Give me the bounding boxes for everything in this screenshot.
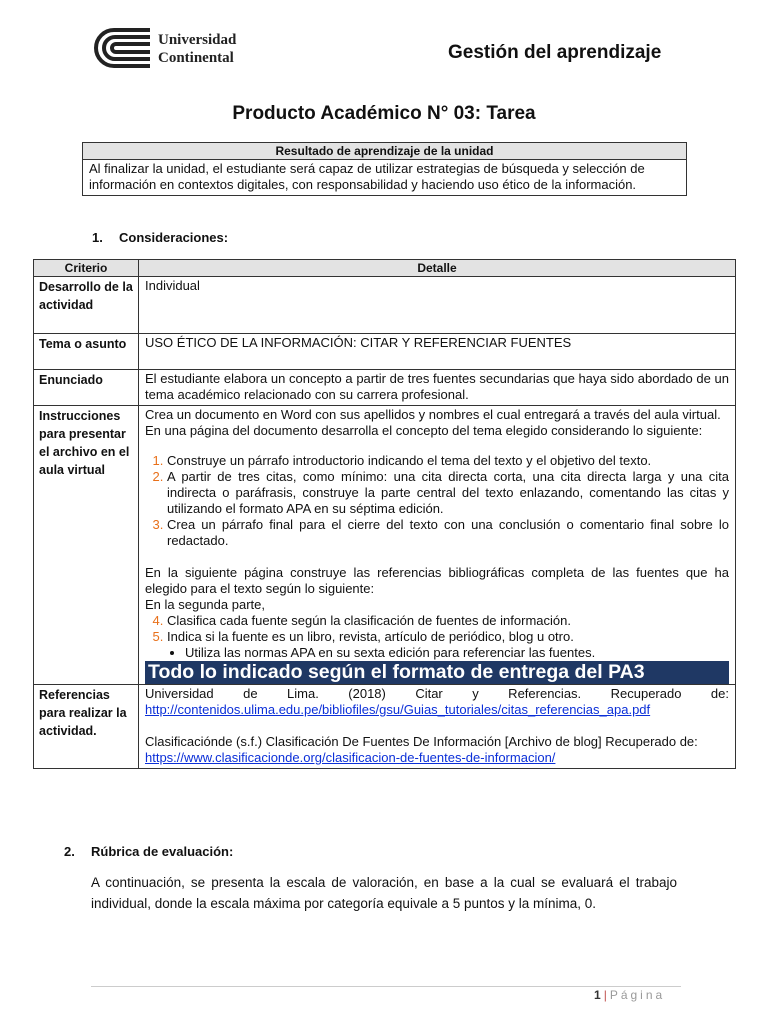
table-row — [34, 334, 736, 370]
instrucciones-p3: En la siguiente página construye las referencias bibliográficas completa de las fuentes que ha elegido para el texto según lo siguiente: — [145, 565, 729, 596]
section-2-heading — [64, 844, 233, 859]
learning-result-table — [82, 142, 687, 196]
detalle-referencias — [139, 685, 736, 769]
instrucciones-p2: En una página del documento desarrolla el concepto del tema elegido considerando lo siguiente: — [145, 423, 703, 438]
considerations-table — [33, 259, 736, 769]
instrucciones-p4: En la segunda parte, — [145, 597, 265, 612]
instructions-list — [145, 453, 729, 549]
table-row — [34, 406, 736, 685]
reference-1-link[interactable]: http://contenidos.ulima.edu.pe/bibliofiles/gsu/Guias_tutoriales/citas_referencias_apa.pdf — [145, 702, 651, 717]
instructions-list-2 — [145, 613, 729, 645]
logo-line2: Continental — [158, 50, 234, 66]
criterio-tema: Tema o asunto — [34, 334, 139, 370]
header-title: Gestión del aprendizaje — [448, 42, 662, 63]
page-number: 1 — [594, 988, 601, 1002]
detalle-tema: USO ÉTICO DE LA INFORMACIÓN: CITAR Y REFERENCIAR FUENTES — [139, 334, 736, 370]
reference-2-text: Clasificaciónde (s.f.) Clasificación De Fuentes De Información [Archivo de blog] Recuperado de: — [145, 734, 698, 749]
detalle-instrucciones — [139, 406, 736, 685]
column-header-criterio: Criterio — [34, 260, 139, 277]
section-1-number: 1. — [92, 230, 103, 245]
list-item: 2. A partir de tres citas, como mínimo: una cita directa corta, una cita directa larga y una cita indirecta o paráfrasis, construye la parte central del texto enlazando, comentando las citas y utilizando el formato APA en su séptima edición. — [167, 469, 729, 517]
section-1-heading — [92, 230, 228, 245]
detalle-enunciado: El estudiante elabora un concepto a partir de tres fuentes secundarias que haya sido abordado de un tema académico relacionado con su carrera profesional. — [139, 370, 736, 406]
reference-1-text: Universidad de Lima. (2018) Citar y Referencias. Recuperado de: — [145, 686, 729, 701]
list-item: 1. Construye un párrafo introductorio indicando el tema del texto y el objetivo del texto. — [167, 453, 729, 469]
detalle-desarrollo: Individual — [139, 277, 736, 334]
criterio-instrucciones: Instrucciones para presentar el archivo en el aula virtual — [34, 406, 139, 685]
criterio-enunciado: Enunciado — [34, 370, 139, 406]
learning-result-heading: Resultado de aprendizaje de la unidad — [83, 143, 687, 160]
bullet-list — [145, 645, 729, 661]
list-item: • Utiliza las normas APA en su sexta edición para referenciar las fuentes. — [185, 645, 729, 661]
instrucciones-p1: Crea un documento en Word con sus apellidos y nombres el cual entregará a través del aula virtual. — [145, 407, 721, 422]
table-row — [34, 370, 736, 406]
page-footer — [594, 988, 665, 1002]
reference-2-link[interactable]: https://www.clasificacionde.org/clasificacion-de-fuentes-de-informacion/ — [145, 750, 556, 765]
criterio-referencias: Referencias para realizar la actividad. — [34, 685, 139, 769]
table-row — [34, 685, 736, 769]
learning-result-text: Al finalizar la unidad, el estudiante será capaz de utilizar estrategias de búsqueda y selección de información en contextos digitales, con responsabilidad y haciendo uso ético de la información. — [83, 160, 687, 196]
rubric-text: A continuación, se presenta la escala de valoración, en base a la cual se evaluará el trabajo individual, donde la escala máxima por categoría equivale a 5 puntos y la mínima, 0. — [91, 875, 677, 911]
table-row — [34, 277, 736, 334]
list-item: 3. Crea un párrafo final para el cierre del texto con una conclusión o comentario final sobre lo redactado. — [167, 517, 729, 549]
section-1-title: Consideraciones: — [119, 230, 229, 245]
university-logo — [92, 26, 252, 70]
footer-separator: | — [603, 988, 607, 1002]
footer-divider — [91, 986, 681, 987]
list-item: 4. Clasifica cada fuente según la clasificación de fuentes de información. — [167, 613, 729, 629]
criterio-desarrollo: Desarrollo de la actividad — [34, 277, 139, 334]
section-2-title: Rúbrica de evaluación: — [91, 844, 234, 859]
delivery-format-highlight: Todo lo indicado según el formato de entrega del PA3 — [145, 661, 729, 684]
list-item: 5. Indica si la fuente es un libro, revista, artículo de periódico, blog u otro. — [167, 629, 729, 645]
logo-mark-icon — [92, 26, 152, 70]
page-label: Página — [609, 988, 666, 1002]
column-header-detalle: Detalle — [139, 260, 736, 277]
document-title: Producto Académico N° 03: Tarea — [232, 103, 536, 124]
section-2-number: 2. — [64, 844, 75, 859]
logo-line1: Universidad — [158, 32, 237, 48]
